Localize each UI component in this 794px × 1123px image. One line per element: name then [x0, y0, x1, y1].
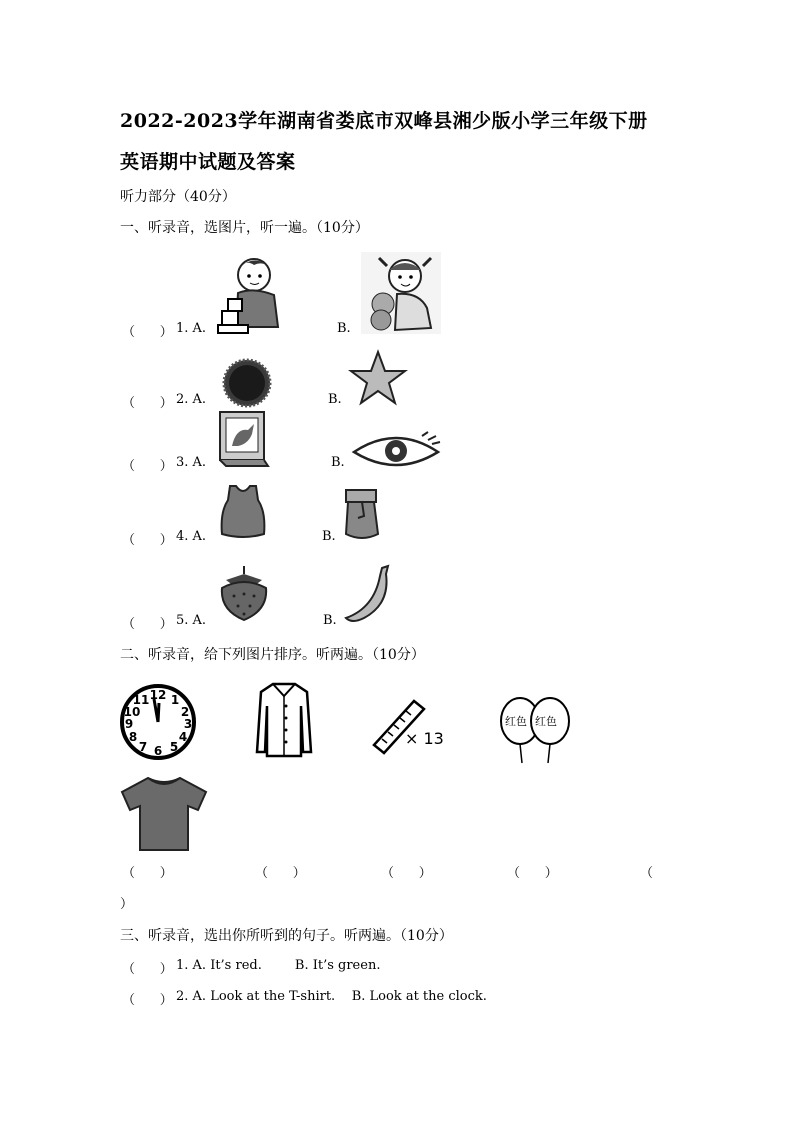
item-number: 4. A.	[176, 529, 207, 544]
eye-icon	[352, 430, 442, 472]
bracket[interactable]: （ ）	[122, 396, 173, 411]
vest-icon	[218, 484, 268, 540]
option-b-label: B.	[328, 392, 342, 407]
svg-text:6: 6	[153, 744, 163, 758]
svg-text:5: 5	[169, 740, 179, 754]
bracket[interactable]: （ ）	[122, 325, 173, 340]
svg-text:7: 7	[138, 740, 148, 754]
section1-heading: 一、听录音，选图片，听一遍。（10分）	[120, 220, 369, 236]
order-bracket-2[interactable]: （ ）	[255, 866, 306, 881]
svg-text:4: 4	[178, 730, 188, 744]
option-b-label: B.	[337, 321, 351, 336]
ruler-count-label: × 13	[405, 729, 444, 748]
order-bracket-3[interactable]: （ ）	[381, 866, 432, 881]
svg-text:8: 8	[128, 730, 138, 744]
svg-text:3: 3	[183, 717, 193, 731]
svg-text:2: 2	[180, 705, 190, 719]
girl-bear-icon	[361, 252, 441, 334]
item-number: 1. A.	[176, 321, 207, 336]
listening-part-label: 听力部分（40分）	[120, 189, 236, 205]
star-icon	[348, 350, 408, 406]
svg-text:12: 12	[149, 688, 167, 702]
bag-icon	[342, 486, 384, 542]
clock-icon	[119, 683, 197, 761]
bracket[interactable]: （ ）	[122, 617, 173, 632]
balloon-left-text: 红色	[505, 715, 527, 728]
order-bracket-4[interactable]: （ ）	[507, 866, 558, 881]
shirt-icon	[255, 682, 313, 760]
sun-icon	[222, 358, 272, 408]
bracket[interactable]: （ ）	[122, 459, 173, 474]
order-bracket-5-tail: ）	[120, 897, 134, 912]
option-b-label: B.	[323, 613, 337, 628]
item-number: 2. A.	[176, 392, 207, 407]
option-b-label: B.	[331, 455, 345, 470]
question-text: 1. A. It’s red. B. It’s green.	[176, 958, 381, 973]
balloon-right-text: 红色	[535, 715, 557, 728]
section3-heading: 三、听录音，选出你所听到的句子。听两遍。（10分）	[120, 928, 453, 944]
svg-text:10: 10	[123, 705, 141, 719]
order-bracket-5[interactable]: （	[640, 866, 654, 881]
section2-heading: 二、听录音，给下列图片排序。听两遍。（10分）	[120, 647, 425, 663]
tshirt-icon	[120, 774, 208, 852]
option-b-label: B.	[322, 529, 336, 544]
svg-text:1: 1	[170, 693, 180, 707]
svg-text:9: 9	[124, 717, 134, 731]
answer-bracket[interactable]: （ ）	[122, 962, 173, 977]
banana-icon	[344, 564, 392, 626]
bracket[interactable]: （ ）	[122, 533, 173, 548]
page-title-line1: 2022-2023学年湖南省娄底市双峰县湘少版小学三年级下册	[120, 110, 648, 132]
ruler-icon	[370, 697, 452, 757]
answer-bracket[interactable]: （ ）	[122, 993, 173, 1008]
item-number: 5. A.	[176, 613, 207, 628]
page-title-line2: 英语期中试题及答案	[120, 151, 296, 173]
book-icon	[218, 410, 270, 468]
item-number: 3. A.	[176, 455, 207, 470]
strawberry-icon	[218, 566, 270, 622]
balloons-icon	[500, 697, 572, 765]
svg-text:11: 11	[132, 693, 150, 707]
boy-blocks-icon	[218, 253, 282, 335]
order-bracket-1[interactable]: （ ）	[122, 866, 173, 881]
question-text: 2. A. Look at the T-shirt. B. Look at the clock.	[176, 989, 487, 1004]
